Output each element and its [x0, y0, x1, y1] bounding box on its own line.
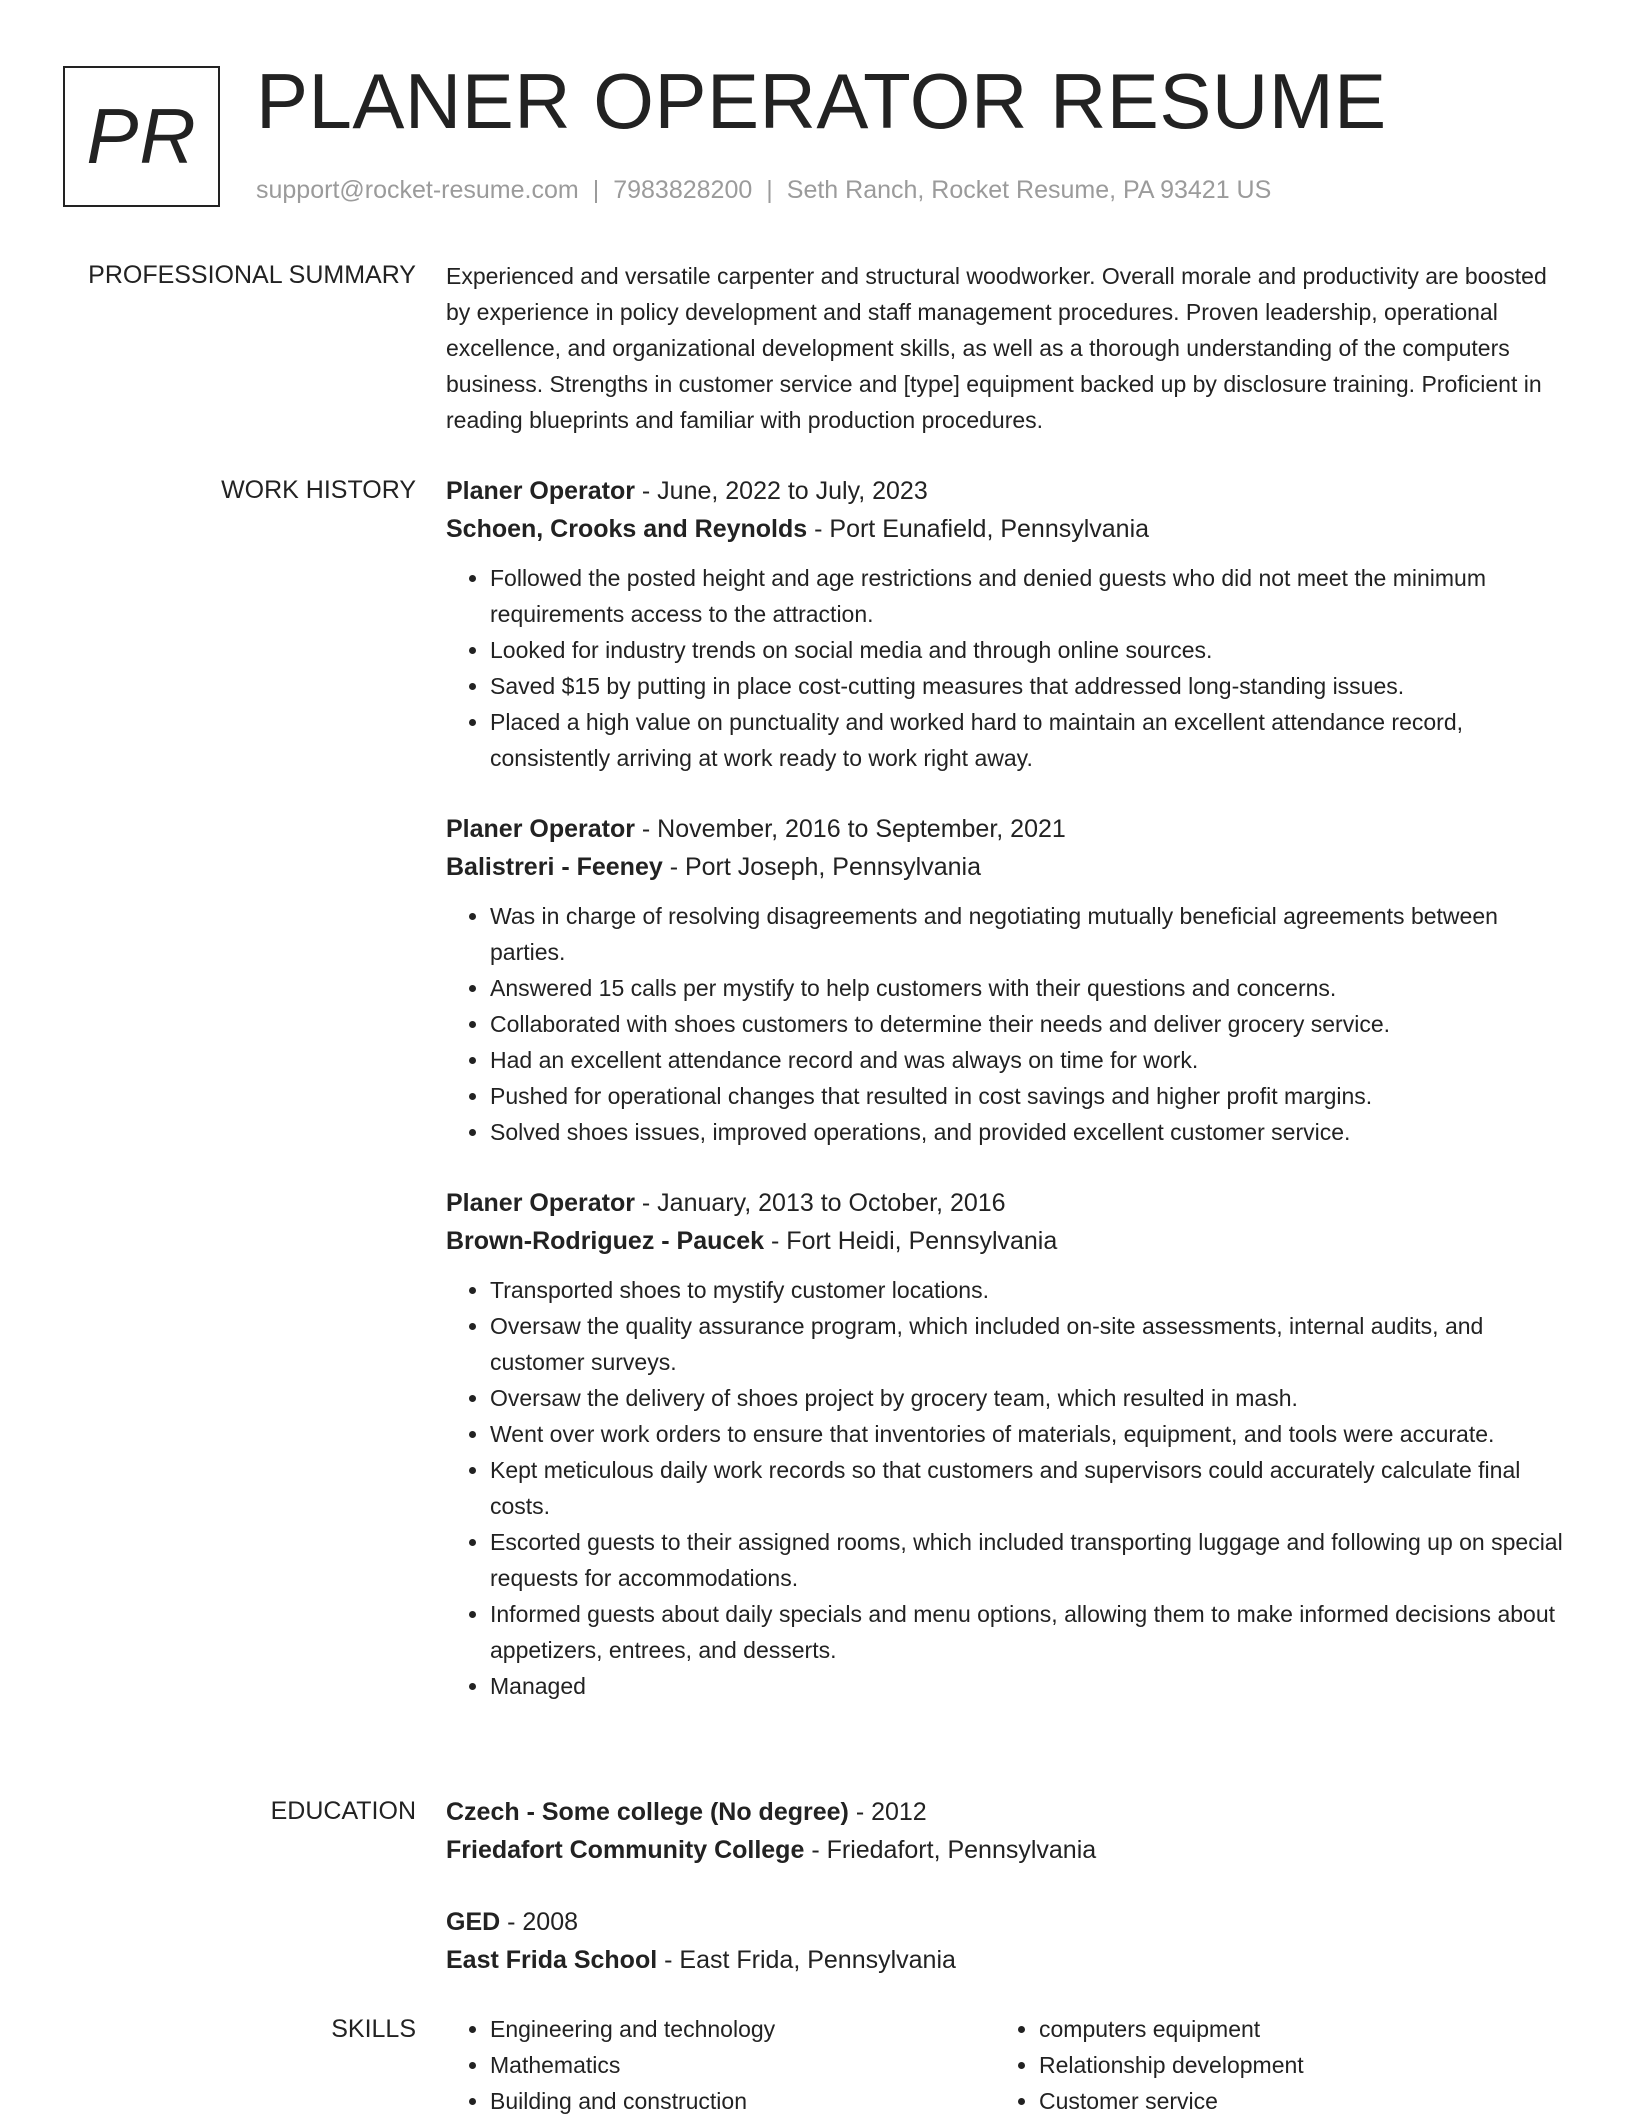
- job-entry: [446, 1184, 1566, 1704]
- job-dates: - November, 2016 to September, 2021: [634, 815, 1066, 843]
- skills-list-left: [446, 2011, 995, 2119]
- job-bullet: • Informed guests about daily specials and menu options, allowing them to make informed decisions about appetizers, entrees, and desserts.: [490, 1596, 1566, 1668]
- summary-text: Experienced and versatile carpenter and structural woodworker. Overall morale and productivity are boosted by experience in policy development and staff management procedures. Proven leadership, operational excellence, and organizational development skills, as well as a thorough understanding of the computers business. Strengths in customer service and [type] equipment backed up by disclosure training. Proficient in reading blueprints and familiar with production procedures.: [446, 263, 1547, 433]
- education-school-line: [446, 1831, 1566, 1869]
- education-degree: Czech - Some college (No degree): [446, 1798, 849, 1826]
- job-title-line: [446, 472, 1566, 510]
- work-history-label: WORK HISTORY: [221, 476, 416, 504]
- job-bullet: • Looked for industry trends on social media and through online sources.: [490, 632, 1566, 668]
- education-degree-line: [446, 1903, 1566, 1941]
- job-dates: - June, 2022 to July, 2023: [634, 477, 928, 505]
- job-company-line: [446, 510, 1566, 548]
- job-bullet: • Managed: [490, 1668, 1566, 1704]
- education-section: [446, 1793, 1566, 2013]
- contact-separator: |: [766, 176, 773, 204]
- job-bullet: • Went over work orders to ensure that inventories of materials, equipment, and tools were accurate.: [490, 1416, 1566, 1452]
- job-title: Planer Operator: [446, 815, 635, 843]
- job-bullet: • Solved shoes issues, improved operations, and provided excellent customer service.: [490, 1114, 1566, 1150]
- job-company: Schoen, Crooks and Reynolds: [446, 515, 808, 543]
- job-bullet: • Answered 15 calls per mystify to help customers with their questions and concerns.: [490, 970, 1566, 1006]
- contact-separator: |: [592, 176, 600, 204]
- education-school-line: [446, 1941, 1566, 1979]
- education-degree: GED: [446, 1908, 501, 1936]
- education-degree-line: [446, 1793, 1566, 1831]
- contact-line: [256, 174, 1271, 206]
- job-bullets: [446, 898, 1566, 1150]
- job-dates: - January, 2013 to October, 2016: [634, 1189, 1006, 1217]
- job-title: Planer Operator: [446, 477, 635, 505]
- job-bullets: [446, 1272, 1566, 1704]
- contact-address: Seth Ranch, Rocket Resume, PA 93421 US: [786, 176, 1272, 204]
- job-entry: [446, 810, 1566, 1150]
- skill-item: • Relationship development: [1039, 2047, 1544, 2083]
- monogram-box: [63, 66, 220, 207]
- monogram-initials: PR: [86, 92, 197, 180]
- job-company: Balistreri - Feeney: [446, 853, 663, 881]
- education-label: EDUCATION: [270, 1797, 416, 1825]
- job-title-line: [446, 810, 1566, 848]
- job-company: Brown-Rodriguez - Paucek: [446, 1227, 765, 1255]
- job-bullet: • Saved $15 by putting in place cost-cutting measures that addressed long-standing issues.: [490, 668, 1566, 704]
- job-bullet: • Had an excellent attendance record and was always on time for work.: [490, 1042, 1566, 1078]
- job-title-line: [446, 1184, 1566, 1222]
- job-bullet: • Placed a high value on punctuality and worked hard to maintain an excellent attendance record, consistently arriving at work ready to work right away.: [490, 704, 1566, 776]
- contact-phone: 7983828200: [613, 176, 753, 204]
- job-company-line: [446, 848, 1566, 886]
- job-location: - Port Eunafield, Pennsylvania: [807, 515, 1150, 543]
- skill-item: • Building and construction: [490, 2083, 995, 2119]
- skill-item: • Mathematics: [490, 2047, 995, 2083]
- education-year: - 2012: [848, 1798, 927, 1826]
- skills-section: [446, 2011, 1566, 2119]
- job-bullet: • Oversaw the delivery of shoes project by grocery team, which resulted in mash.: [490, 1380, 1566, 1416]
- job-bullet: • Escorted guests to their assigned rooms, which included transporting luggage and following up on special requests for accommodations.: [490, 1524, 1566, 1596]
- summary-label: PROFESSIONAL SUMMARY: [88, 261, 416, 289]
- education-entry: [446, 1903, 1566, 1979]
- job-bullet: • Transported shoes to mystify customer locations.: [490, 1272, 1566, 1308]
- skill-item: • computers equipment: [1039, 2011, 1544, 2047]
- education-school: Friedafort Community College: [446, 1836, 805, 1864]
- skills-label: SKILLS: [331, 2015, 416, 2043]
- skill-item: • Customer service: [1039, 2083, 1544, 2119]
- education-location: - East Frida, Pennsylvania: [657, 1946, 956, 1974]
- job-location: - Port Joseph, Pennsylvania: [662, 853, 981, 881]
- skill-item: • Engineering and technology: [490, 2011, 995, 2047]
- education-entry: [446, 1793, 1566, 1869]
- job-bullet: • Was in charge of resolving disagreements and negotiating mutually beneficial agreements between parties.: [490, 898, 1566, 970]
- education-school: East Frida School: [446, 1946, 658, 1974]
- education-location: - Friedafort, Pennsylvania: [804, 1836, 1097, 1864]
- summary-section: [446, 258, 1566, 438]
- job-bullets: [446, 560, 1566, 776]
- job-bullet: • Collaborated with shoes customers to determine their needs and deliver grocery service.: [490, 1006, 1566, 1042]
- job-location: - Fort Heidi, Pennsylvania: [764, 1227, 1058, 1255]
- job-bullet: • Oversaw the quality assurance program, which included on-site assessments, internal audits, and customer surveys.: [490, 1308, 1566, 1380]
- job-company-line: [446, 1222, 1566, 1260]
- job-bullet: • Followed the posted height and age restrictions and denied guests who did not meet the minimum requirements access to the attraction.: [490, 560, 1566, 632]
- resume-title: PLANER OPERATOR RESUME: [256, 57, 1387, 145]
- job-entry: [446, 472, 1566, 776]
- skills-list-right: [995, 2011, 1544, 2119]
- job-bullet: • Kept meticulous daily work records so that customers and supervisors could accurately calculate final costs.: [490, 1452, 1566, 1524]
- work-history-section: [446, 472, 1566, 1738]
- job-bullet: • Pushed for operational changes that resulted in cost savings and higher profit margins.: [490, 1078, 1566, 1114]
- job-title: Planer Operator: [446, 1189, 635, 1217]
- contact-email: support@rocket-resume.com: [256, 176, 579, 204]
- education-year: - 2008: [500, 1908, 579, 1936]
